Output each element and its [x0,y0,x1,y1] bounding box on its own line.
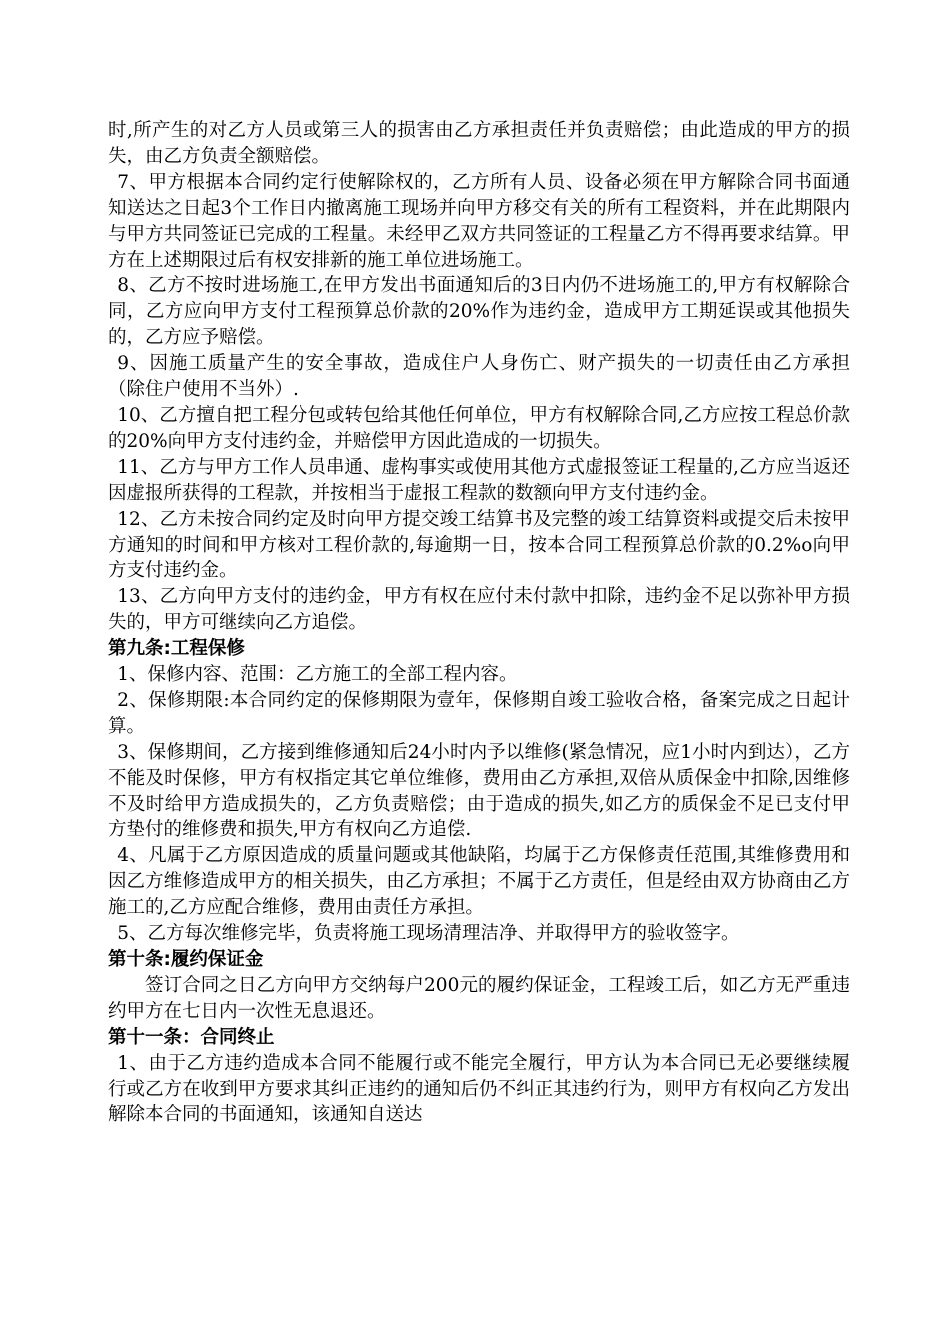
clause-12-settlement-delay: 12、乙方未按合同约定及时向甲方提交竣工结算书及完整的竣工结算资料或提交后未按甲方通知的时间和甲方核对工程价款的,每逾期一日，按本合同工程预算总价款的0.2%o向甲方支付违约金。 [108,508,850,582]
termination-item-1: 1、由于乙方违约造成本合同不能履行或不能完全履行，甲方认为本合同已无必要继续履行或乙方在收到甲方要求其纠正违约的通知后仍不纠正其违约行为，则甲方有权向乙方发出解除本合同的书面通知，该通知自送达 [108,1052,850,1126]
clause-11-false-claims: 11、乙方与甲方工作人员串通、虚构事实或使用其他方式虚报签证工程量的,乙方应当返还因虚报所获得的工程款，并按相当于虚报工程款的数额向甲方支付违约金。 [108,456,850,504]
warranty-item-2-period: 2、保修期限:本合同约定的保修期限为壹年，保修期自竣工验收合格，备案完成之日起计算。 [108,689,850,737]
clause-8-late-entry: 8、乙方不按时进场施工,在甲方发出书面通知后的3日内仍不进场施工的,甲方有权解除合同，乙方应向甲方支付工程预算总价款的20%作为违约金，造成甲方工期延误或其他损失的，乙方应予赔偿。 [108,275,850,349]
warranty-item-5-cleanup: 5、乙方每次维修完毕，负责将施工现场清理洁净、并取得甲方的验收签字。 [117,923,740,945]
section-heading-warranty: 第九条:工程保修 [108,638,245,660]
document-page [108,118,850,1128]
paragraph-damage-liability: 时,所产生的对乙方人员或第三人的损害由乙方承担责任并负责赔偿；由此造成的甲方的损失，由乙方负责全额赔偿。 [108,120,850,167]
section-heading-contract-termination: 第十一条：合同终止 [108,1026,275,1048]
clause-10-subcontracting: 10、乙方擅自把工程分包或转包给其他任何单位，甲方有权解除合同,乙方应按工程总价款的20%向甲方支付违约金，并赔偿甲方因此造成的一切损失。 [108,404,850,452]
warranty-item-4-responsibility: 4、凡属于乙方原因造成的质量问题或其他缺陷，均属于乙方保修责任范围,其维修费用和因乙方维修造成甲方的相关损失，由乙方承担；不属于乙方责任，但是经由双方协商由乙方施工的,乙方应配合维修，费用由责任方承担。 [108,845,850,919]
warranty-item-1-scope: 1、保修内容、范围：乙方施工的全部工程内容。 [117,664,518,686]
clause-7-termination-withdrawal: 7、甲方根据本合同约定行使解除权的，乙方所有人员、设备必须在甲方解除合同书面通知送达之日起3个工作日内撤离施工现场并向甲方移交有关的所有工程资料，并在此期限内与甲方共同签证已完成的工程量。未经甲乙双方共同签证的工程量乙方不得再要求结算。甲方在上述期限过后有权安排新的施工单位进场施工。 [108,171,850,271]
performance-bond-text: 签订合同之日乙方向甲方交纳每户200元的履约保证金，工程竣工后，如乙方无严重违约甲方在七日内一次性无息退还。 [108,974,850,1022]
clause-9-safety-accident: 9、因施工质量产生的安全事故，造成住户人身伤亡、财产损失的一切责任由乙方承担（除住户使用不当外）. [108,353,850,401]
section-heading-performance-bond: 第十条:履约保证金 [108,949,264,970]
clause-13-penalty-deduction: 13、乙方向甲方支付的违约金，甲方有权在应付未付款中扣除，违约金不足以弥补甲方损失的，甲方可继续向乙方追偿。 [108,586,850,634]
warranty-item-3-response: 3、保修期间，乙方接到维修通知后24小时内予以维修(紧急情况，应1小时内到达），乙方不能及时保修，甲方有权指定其它单位维修，费用由乙方承担,双倍从质保金中扣除,因维修不及时给甲方造成损失的，乙方负责赔偿；由于造成的损失,如乙方的质保金不足已支付甲方垫付的维修费和损失,甲方有权向乙方追偿. [108,741,850,841]
